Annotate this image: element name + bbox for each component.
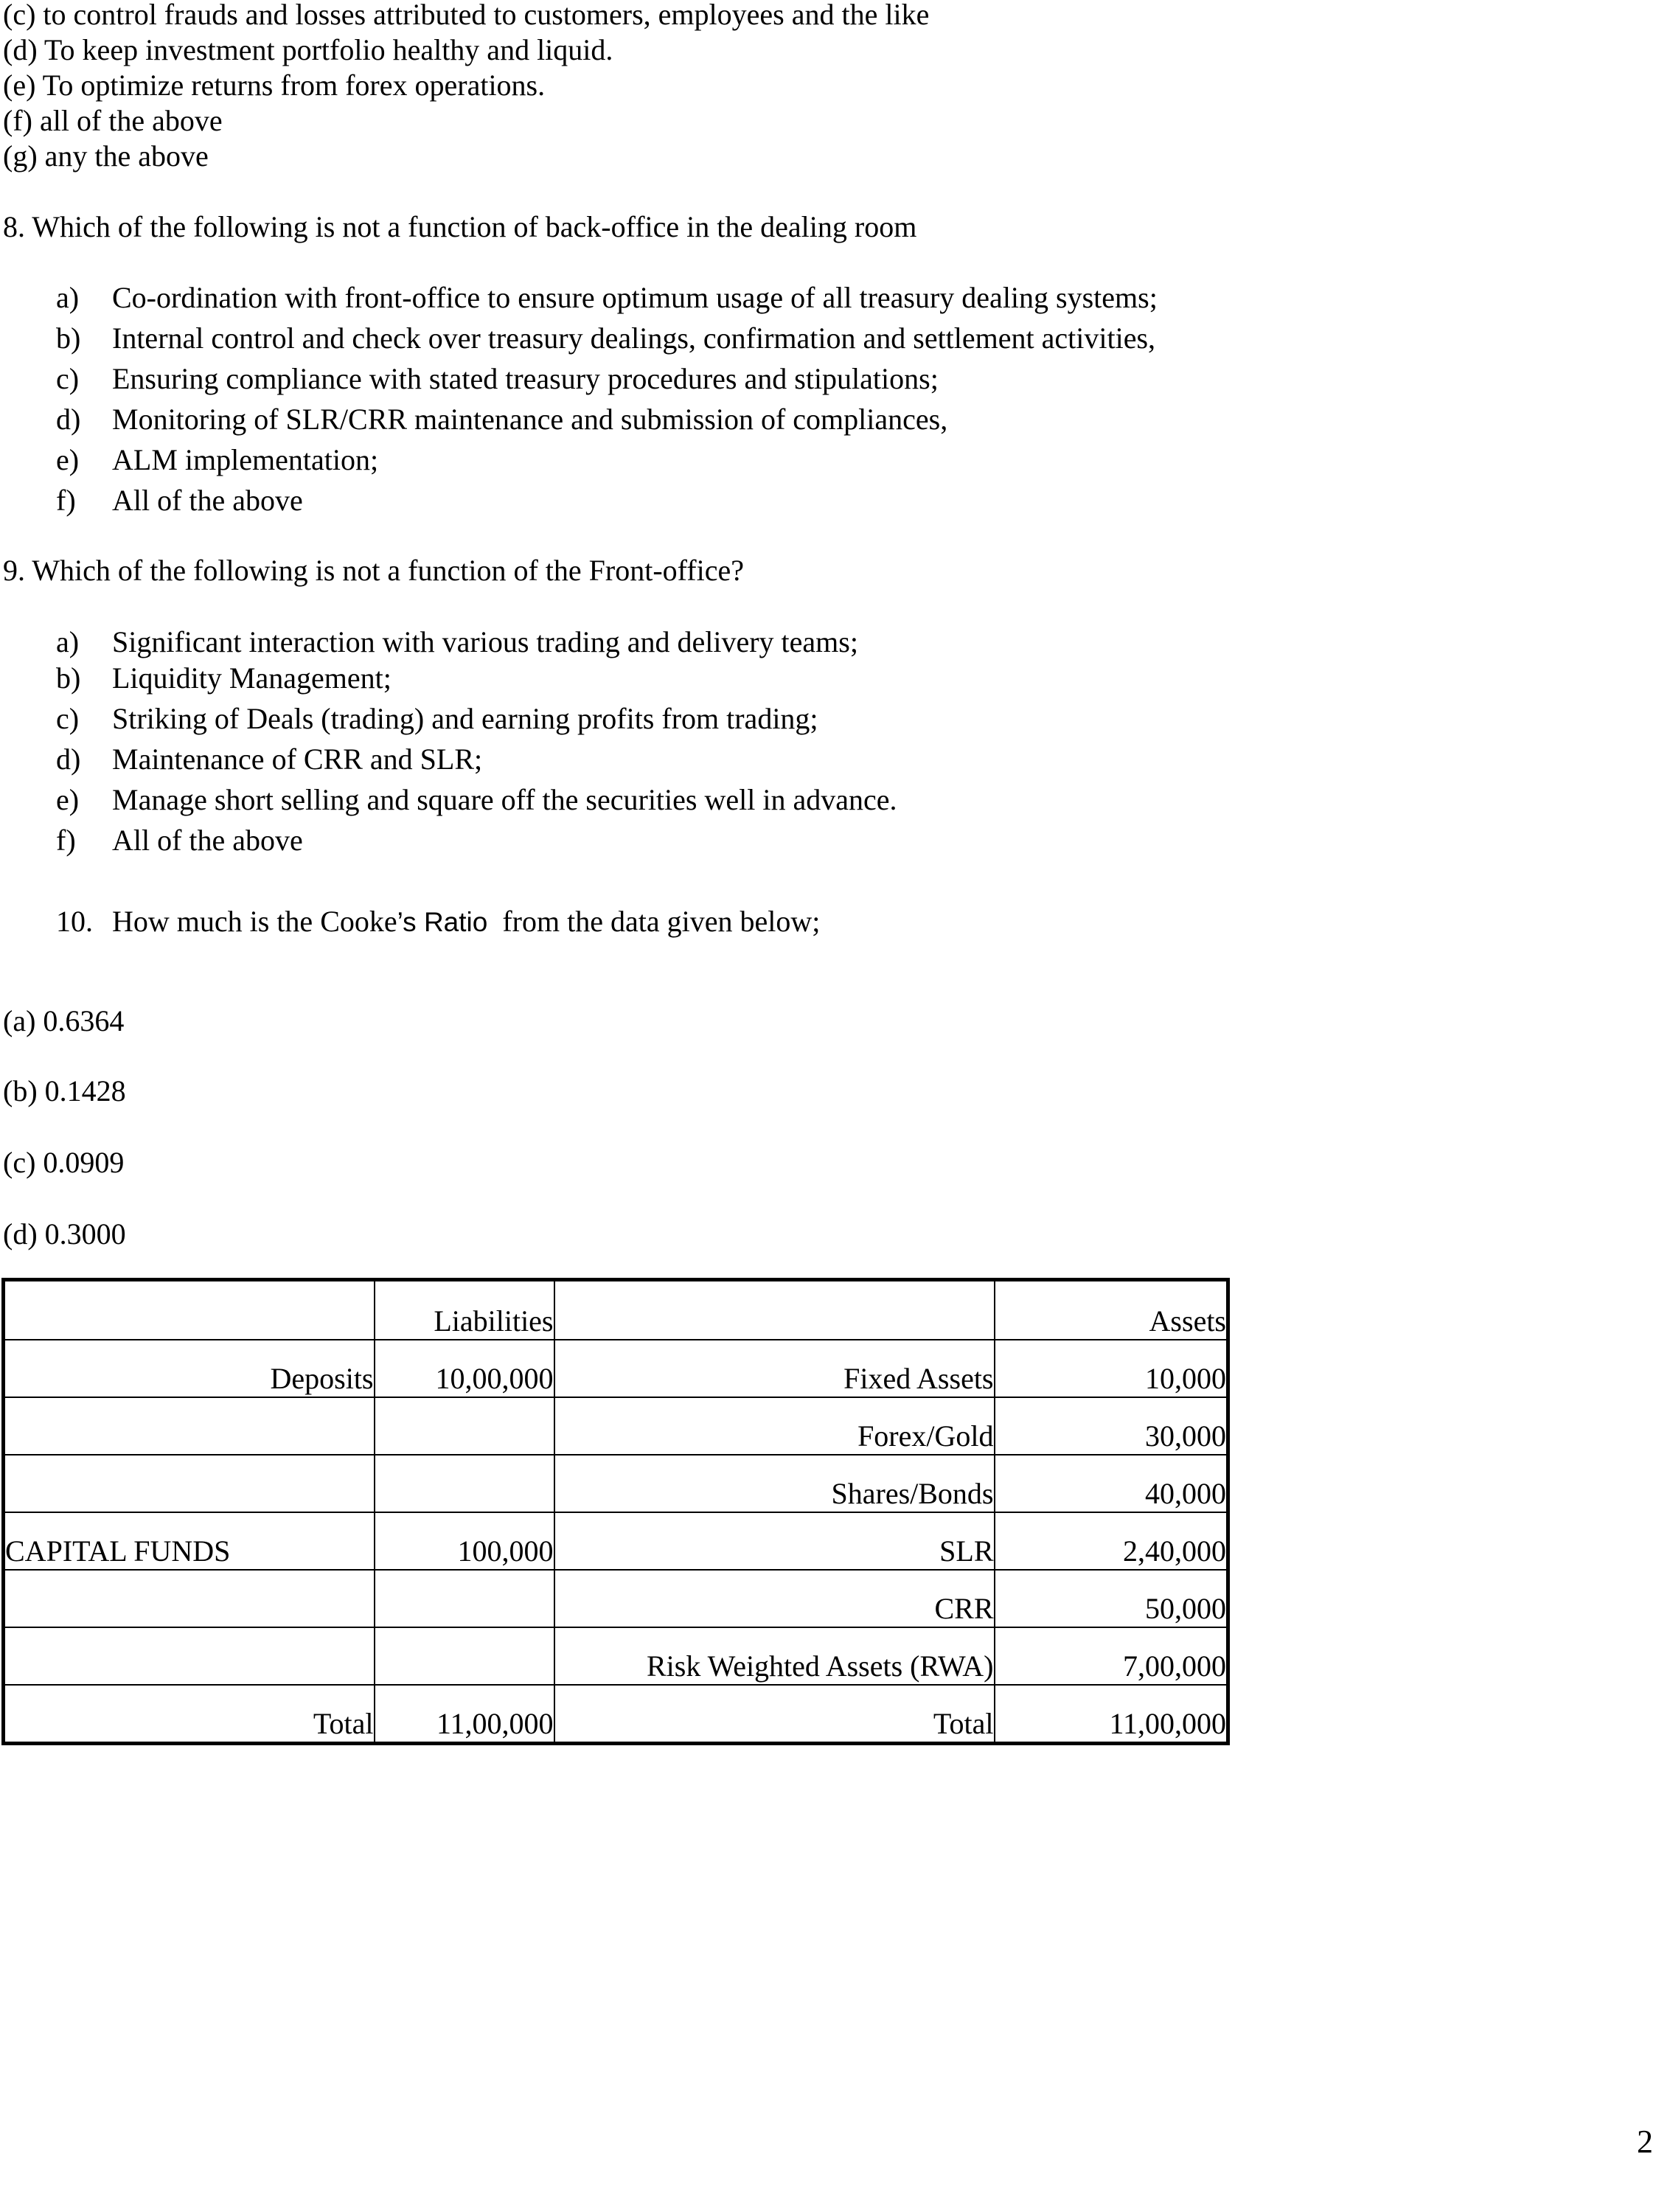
table-cell: CAPITAL FUNDS <box>4 1512 375 1570</box>
q10-text-before: How much is the Cooke <box>112 905 397 938</box>
q9-option-c-text: Striking of Deals (trading) and earning profits from trading; <box>112 702 818 735</box>
q8-option-a-mark: a) <box>56 281 80 314</box>
q8-option-d-mark: d) <box>56 403 81 436</box>
prev-option-d: (d) To keep investment portfolio healthy and liquid. <box>3 33 613 66</box>
q9-option-a-text: Significant interaction with various trading and delivery teams; <box>112 625 858 658</box>
q8-option-e-text: ALM implementation; <box>112 443 379 476</box>
q10-option-d: (d) 0.3000 <box>3 1217 126 1251</box>
table-row <box>4 1455 1228 1512</box>
table-cell <box>375 1455 554 1512</box>
table-cell <box>4 1570 375 1627</box>
table-cell: CRR <box>554 1570 995 1627</box>
table-row <box>4 1512 1228 1570</box>
q8-option-d-text: Monitoring of SLR/CRR maintenance and submission of compliances, <box>112 403 948 436</box>
table-cell: 11,00,000 <box>995 1685 1228 1744</box>
q8-option-a-text: Co-ordination with front-office to ensure optimum usage of all treasury dealing systems; <box>112 281 1158 314</box>
table-row <box>4 1570 1228 1627</box>
table-cell: 10,00,000 <box>375 1340 554 1397</box>
q9-option-b-text: Liquidity Management; <box>112 661 392 695</box>
table-header-cell <box>554 1280 995 1340</box>
q8-option-b-mark: b) <box>56 321 81 355</box>
table-row <box>4 1397 1228 1455</box>
q8-option-c-text: Ensuring compliance with stated treasury procedures and stipulations; <box>112 362 939 395</box>
table-row <box>4 1627 1228 1685</box>
q9-option-f-mark: f) <box>56 824 76 857</box>
q9-option-e-mark: e) <box>56 783 80 816</box>
table-cell <box>375 1627 554 1685</box>
table-cell: Forex/Gold <box>554 1397 995 1455</box>
table-cell: 30,000 <box>995 1397 1228 1455</box>
q9-option-c-mark: c) <box>56 702 80 735</box>
table-cell: Total <box>554 1685 995 1744</box>
table-header-liabilities: Liabilities <box>375 1280 554 1340</box>
table-row <box>4 1685 1228 1744</box>
table-cell <box>375 1570 554 1627</box>
q9-option-b-mark: b) <box>56 661 81 695</box>
q10-number: 10. <box>56 905 93 938</box>
table-cell <box>4 1455 375 1512</box>
q9-option-f-text: All of the above <box>112 824 303 857</box>
q8-question: 8. Which of the following is not a function of back-office in the dealing room <box>3 210 917 243</box>
table-cell: Fixed Assets <box>554 1340 995 1397</box>
page-number: 2 <box>1637 2124 1653 2160</box>
table-header-row <box>4 1280 1228 1340</box>
table-row <box>4 1340 1228 1397</box>
prev-option-e: (e) To optimize returns from forex operations. <box>3 69 546 102</box>
table-cell: Risk Weighted Assets (RWA) <box>554 1627 995 1685</box>
q9-option-e-text: Manage short selling and square off the securities well in advance. <box>112 783 897 816</box>
table-cell <box>375 1397 554 1455</box>
table-cell: 11,00,000 <box>375 1685 554 1744</box>
table-cell: Deposits <box>4 1340 375 1397</box>
q8-option-f-text: All of the above <box>112 484 303 517</box>
q8-option-c-mark: c) <box>56 362 80 395</box>
prev-option-g: (g) any the above <box>3 139 209 173</box>
q10-question <box>112 904 820 940</box>
table-cell: Shares/Bonds <box>554 1455 995 1512</box>
q9-question: 9. Which of the following is not a function of the Front-office? <box>3 554 744 587</box>
q9-option-d-mark: d) <box>56 742 81 776</box>
prev-option-f: (f) all of the above <box>3 104 223 137</box>
table-header-assets: Assets <box>995 1280 1228 1340</box>
table-cell: 7,00,000 <box>995 1627 1228 1685</box>
balance-sheet-table <box>1 1278 1230 1745</box>
table-cell <box>4 1397 375 1455</box>
table-cell: Total <box>4 1685 375 1744</box>
table-cell: SLR <box>554 1512 995 1570</box>
q8-option-b-text: Internal control and check over treasury dealings, confirmation and settlement activities, <box>112 321 1156 355</box>
table-cell: 100,000 <box>375 1512 554 1570</box>
q10-option-c: (c) 0.0909 <box>3 1146 125 1179</box>
table-header-cell <box>4 1280 375 1340</box>
q9-option-d-text: Maintenance of CRR and SLR; <box>112 742 483 776</box>
table-cell <box>4 1627 375 1685</box>
table-cell: 2,40,000 <box>995 1512 1228 1570</box>
table-cell: 10,000 <box>995 1340 1228 1397</box>
q8-option-f-mark: f) <box>56 484 76 517</box>
q10-text-sans: ’s Ratio <box>397 907 488 937</box>
table-cell: 50,000 <box>995 1570 1228 1627</box>
q10-option-b: (b) 0.1428 <box>3 1074 126 1107</box>
q10-option-a: (a) 0.6364 <box>3 1004 125 1037</box>
q8-option-e-mark: e) <box>56 443 80 476</box>
q9-option-a-mark: a) <box>56 625 80 658</box>
q10-text-after: from the data given below; <box>487 905 821 938</box>
table-cell: 40,000 <box>995 1455 1228 1512</box>
prev-option-c: (c) to control frauds and losses attributed to customers, employees and the like <box>3 0 930 31</box>
